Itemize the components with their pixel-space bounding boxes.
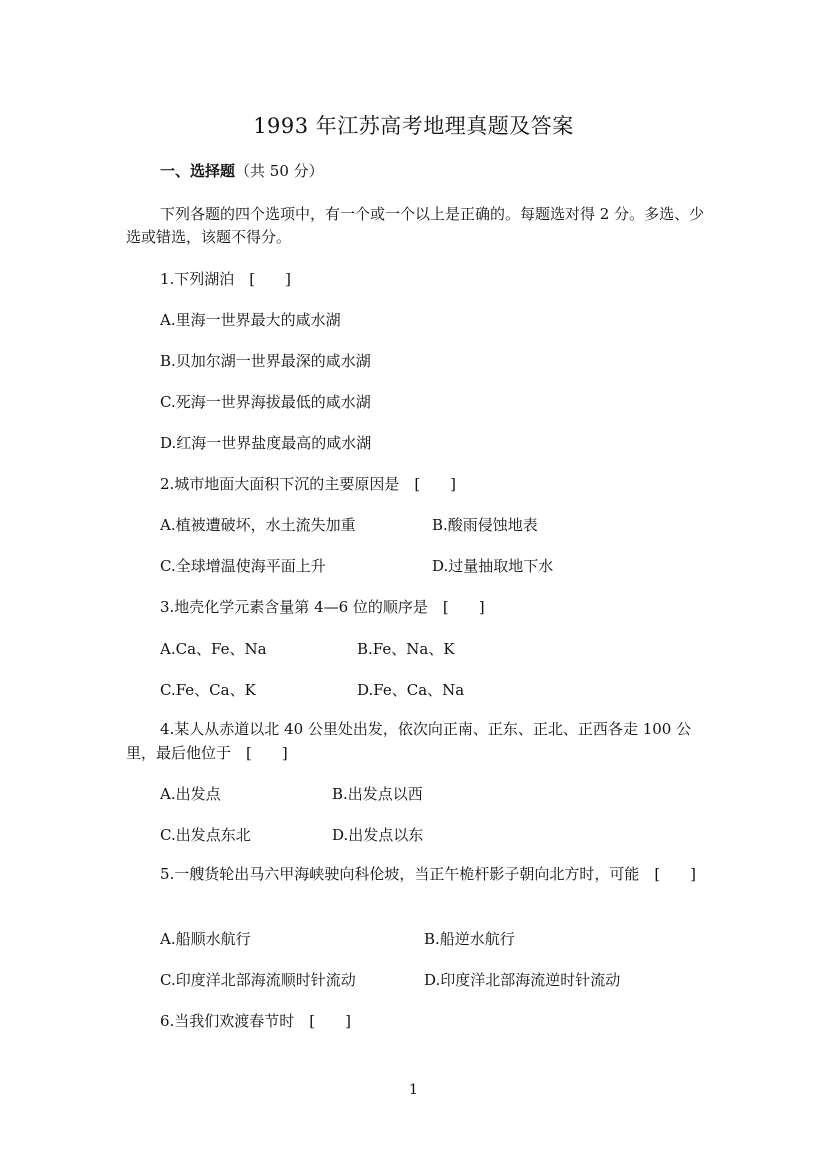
section-heading-score: （共 50 分） <box>235 162 324 180</box>
question-5-option-c: C.印度洋北部海流顺时针流动 <box>160 971 356 989</box>
question-3-option-d: D.Fe、Ca、Na <box>357 681 465 699</box>
question-1-option-b: B.贝加尔湖一世界最深的咸水湖 <box>160 352 371 370</box>
question-4-option-b: B.出发点以西 <box>332 785 423 803</box>
section-heading <box>160 160 324 181</box>
question-3-option-a: A.Ca、Fe、Na <box>160 640 267 658</box>
question-3-option-b: B.Fe、Na、K <box>357 640 455 658</box>
question-6-stem: 6.当我们欢渡春节时 [ ] <box>160 1012 352 1030</box>
instructions-paragraph: 下列各题的四个选项中，有一个或一个以上是正确的。每题选对得 2 分。多选、少选或错选，该题不得分。 <box>126 205 705 246</box>
section-heading-label: 一、选择题 <box>160 162 236 180</box>
question-1-stem: 1.下列湖泊 [ ] <box>160 270 292 288</box>
document-title: 1993 年江苏高考地理真题及答案 <box>253 114 574 138</box>
question-3-stem: 3.地壳化学元素含量第 4—6 位的顺序是 [ ] <box>160 598 485 616</box>
question-2-option-d: D.过量抽取地下水 <box>432 557 554 575</box>
question-2-option-a: A.植被遭破坏，水土流失加重 <box>160 516 356 534</box>
question-1-option-c: C.死海一世界海拔最低的咸水湖 <box>160 393 371 411</box>
question-1-option-d: D.红海一世界盐度最高的咸水湖 <box>160 434 372 452</box>
question-2-option-c: C.全球增温使海平面上升 <box>160 557 326 575</box>
question-3-option-c: C.Fe、Ca、K <box>160 681 256 699</box>
question-5-option-a: A.船顺水航行 <box>160 930 251 948</box>
question-2-option-b: B.酸雨侵蚀地表 <box>432 516 538 534</box>
question-4-option-c: C.出发点东北 <box>160 826 251 844</box>
question-5-option-b: B.船逆水航行 <box>424 930 515 948</box>
question-5-option-d: D.印度洋北部海流逆时针流动 <box>424 971 621 989</box>
question-1-option-a: A.里海一世界最大的咸水湖 <box>160 311 341 329</box>
question-4-option-a: A.出发点 <box>160 785 221 803</box>
question-2-stem: 2.城市地面大面积下沉的主要原因是 [ ] <box>160 475 457 493</box>
page-number: 1 <box>409 1082 418 1098</box>
question-4-option-d: D.出发点以东 <box>332 826 424 844</box>
question-4-stem: 4.某人从赤道以北 40 公里处出发，依次向正南、正东、正北、正西各走 100 公里，最后他位于 [ ] <box>126 720 692 762</box>
question-5-stem: 5.一艘货轮出马六甲海峡驶向科伦坡，当正午桅杆影子朝向北方时，可能 [ ] <box>160 865 697 883</box>
